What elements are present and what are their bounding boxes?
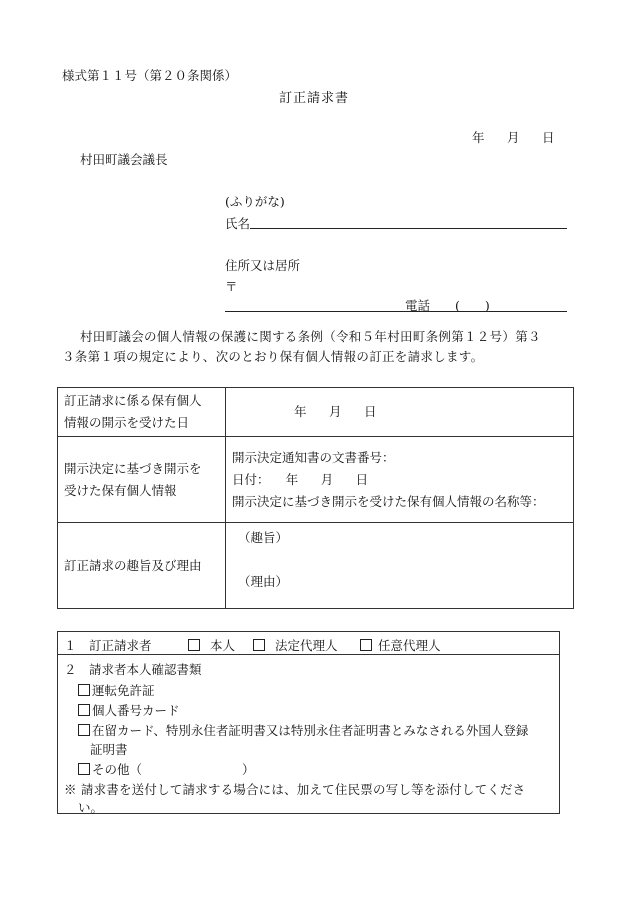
id-doc-residence-card[interactable] <box>78 721 528 739</box>
address-underline[interactable] <box>225 311 567 312</box>
id-doc-label: 運転免許証 <box>92 683 155 698</box>
decision-date-label: 日付： 年 月 日 <box>232 471 369 487</box>
option-self-label: 本人 <box>209 638 235 653</box>
option-self[interactable] <box>188 636 235 654</box>
postal-mark: 〒 <box>225 279 238 294</box>
id-doc-label: その他（ ） <box>92 762 255 777</box>
checkbox-icon[interactable] <box>78 704 90 716</box>
page-title: 訂正請求書 <box>279 91 350 106</box>
reason-label: （理由） <box>238 574 289 589</box>
checkbox-icon[interactable] <box>78 724 90 736</box>
body-line-2: ３条第１項の規定により、次のとおり保有個人情報の訂正を請求します。 <box>62 349 484 364</box>
info-name-label: 開示決定に基づき開示を受けた保有個人情報の名称等： <box>232 493 545 509</box>
purpose-reason-field[interactable] <box>226 523 574 609</box>
checkbox-icon[interactable] <box>78 684 90 696</box>
id-doc-drivers-license[interactable] <box>78 681 155 699</box>
address-label: 住所又は居所 <box>225 258 301 273</box>
id-documents-label: ２ 請求者本人確認書類 <box>64 662 202 677</box>
label-line: 受けた保有個人情報 <box>64 482 177 498</box>
body-line-1: 村田町議会の個人情報の保護に関する条例（令和５年村田町条例第１２号）第３ <box>80 329 541 344</box>
name-underline[interactable] <box>250 228 567 229</box>
disclosed-info-label <box>58 437 226 523</box>
disclosure-date-field[interactable] <box>226 388 574 437</box>
phone-paren: ( ) <box>455 298 490 313</box>
id-doc-my-number-card[interactable] <box>78 701 180 719</box>
checkbox-icon[interactable] <box>188 639 200 651</box>
name-label: 氏名 <box>225 216 251 231</box>
label-line: 訂正請求に係る保有個人 <box>64 393 202 408</box>
disclosure-date-value: 年 月 日 <box>294 404 377 419</box>
disclosure-date-label <box>58 388 226 437</box>
checkbox-icon[interactable] <box>253 639 265 651</box>
mail-note-line-2: い。 <box>78 800 104 815</box>
date-line: 年 月 日 <box>472 130 555 145</box>
addressee: 村田町議会議長 <box>80 152 168 167</box>
mail-note-line-1: ※ 請求書を送付して請求する場合には、加えて住民票の写し等を添付してくださ <box>64 782 526 797</box>
id-doc-other[interactable] <box>78 760 255 778</box>
checkbox-icon[interactable] <box>78 763 90 775</box>
id-doc-label: 個人番号カード <box>92 703 180 718</box>
request-table <box>57 387 574 609</box>
table-row <box>58 388 574 437</box>
table-row <box>58 437 574 523</box>
furigana-label: (ふりがな) <box>225 194 285 209</box>
table-row <box>58 523 574 609</box>
label-line: 情報の開示を受けた日 <box>64 415 190 430</box>
id-doc-label: 在留カード、特別永住者証明書又は特別永住者証明書とみなされる外国人登録 <box>92 723 529 738</box>
purpose-label: （趣旨） <box>238 530 289 545</box>
purpose-reason-label <box>58 523 226 609</box>
id-doc-residence-card-cont: 証明書 <box>90 742 128 757</box>
option-voluntary-rep[interactable] <box>360 636 441 654</box>
option-voluntary-rep-label: 任意代理人 <box>377 638 441 653</box>
form-number: 様式第１１号（第２０条関係） <box>62 68 238 83</box>
option-legal-rep[interactable] <box>253 636 338 654</box>
document-number-label: 開示決定通知書の文書番号： <box>232 449 395 465</box>
requester-type-label: １ 訂正請求者 <box>64 638 152 653</box>
checkbox-icon[interactable] <box>360 639 372 651</box>
requester-type-row <box>58 632 559 655</box>
label-line: 訂正請求の趣旨及び理由 <box>64 557 202 573</box>
requester-info-box <box>57 631 560 814</box>
disclosed-info-field[interactable] <box>226 437 574 523</box>
option-legal-rep-label: 法定代理人 <box>274 638 338 653</box>
phone-label: 電話 <box>405 298 431 313</box>
label-line: 開示決定に基づき開示を <box>64 460 202 476</box>
